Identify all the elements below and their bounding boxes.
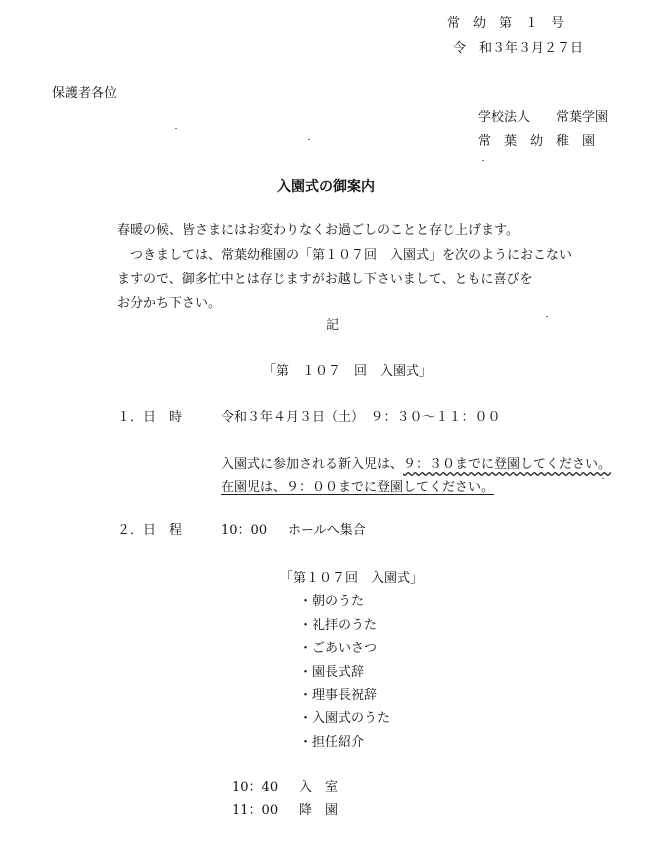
section-2-label: ２．日 程 (117, 523, 183, 538)
note-1-emphasis: ９：３０までに登園してください。 (403, 457, 612, 472)
scan-speck (175, 128, 177, 129)
section-1-note-1 (221, 458, 611, 471)
addressee: 保護者各位 (52, 86, 118, 101)
schedule-item-1: ホールへ集合 (288, 523, 366, 538)
schedule-time-1: 10：00 (221, 523, 268, 538)
scan-speck (308, 139, 310, 140)
program-item: ・園長式辞 (299, 665, 365, 680)
greeting-text: 春暖の候、皆さまにはお変わりなくお過ごしのことと存じ上げます。 (117, 223, 519, 238)
scan-speck (602, 478, 604, 479)
program-item: ・入園式のうた (299, 711, 391, 726)
body-line-2: ますので、御多忙中とは存じますがお越し下さいまして、ともに喜びを (117, 272, 533, 287)
event-title: 「第 １０７ 回 入園式」 (263, 364, 433, 379)
scan-speck (482, 160, 484, 161)
document-number: 常 幼 第 １ 号 (447, 16, 565, 31)
program-title: 「第１０７回 入園式」 (280, 571, 424, 586)
program-item: ・担任紹介 (299, 735, 365, 750)
section-1-note-2: 在園児は、９：００までに登園してください。 (221, 480, 495, 495)
note-1-prefix: 入園式に参加される新入児は、 (221, 457, 404, 472)
page-title: 入園式の御案内 (277, 179, 375, 195)
program-item: ・朝のうた (299, 594, 365, 609)
schedule-item-3: 降 園 (299, 803, 339, 818)
schedule-time-2: 10：40 (232, 780, 279, 795)
section-1-datetime: 令和３年４月３日（土） ９：３０～１１：００ (221, 410, 501, 425)
sender-school: 常 葉 幼 稚 園 (478, 134, 596, 149)
schedule-item-2: 入 室 (299, 780, 339, 795)
scan-speck (546, 316, 548, 317)
body-line-1: つきましては、常葉幼稚園の「第１０７回 入園式」を次のようにおこない (117, 248, 573, 263)
section-1-label: １．日 時 (117, 410, 183, 425)
program-item: ・ごあいさつ (299, 641, 378, 656)
schedule-time-3: 11：00 (232, 803, 279, 818)
ki-heading: 記 (326, 318, 340, 333)
document-date: 令 和３年３月２７日 (453, 41, 584, 56)
sender-corporation: 学校法人 常葉学園 (478, 110, 609, 125)
body-line-3: お分かち下さい。 (117, 296, 222, 311)
program-item: ・理事長祝辞 (299, 688, 378, 703)
program-item: ・礼拝のうた (299, 618, 378, 633)
